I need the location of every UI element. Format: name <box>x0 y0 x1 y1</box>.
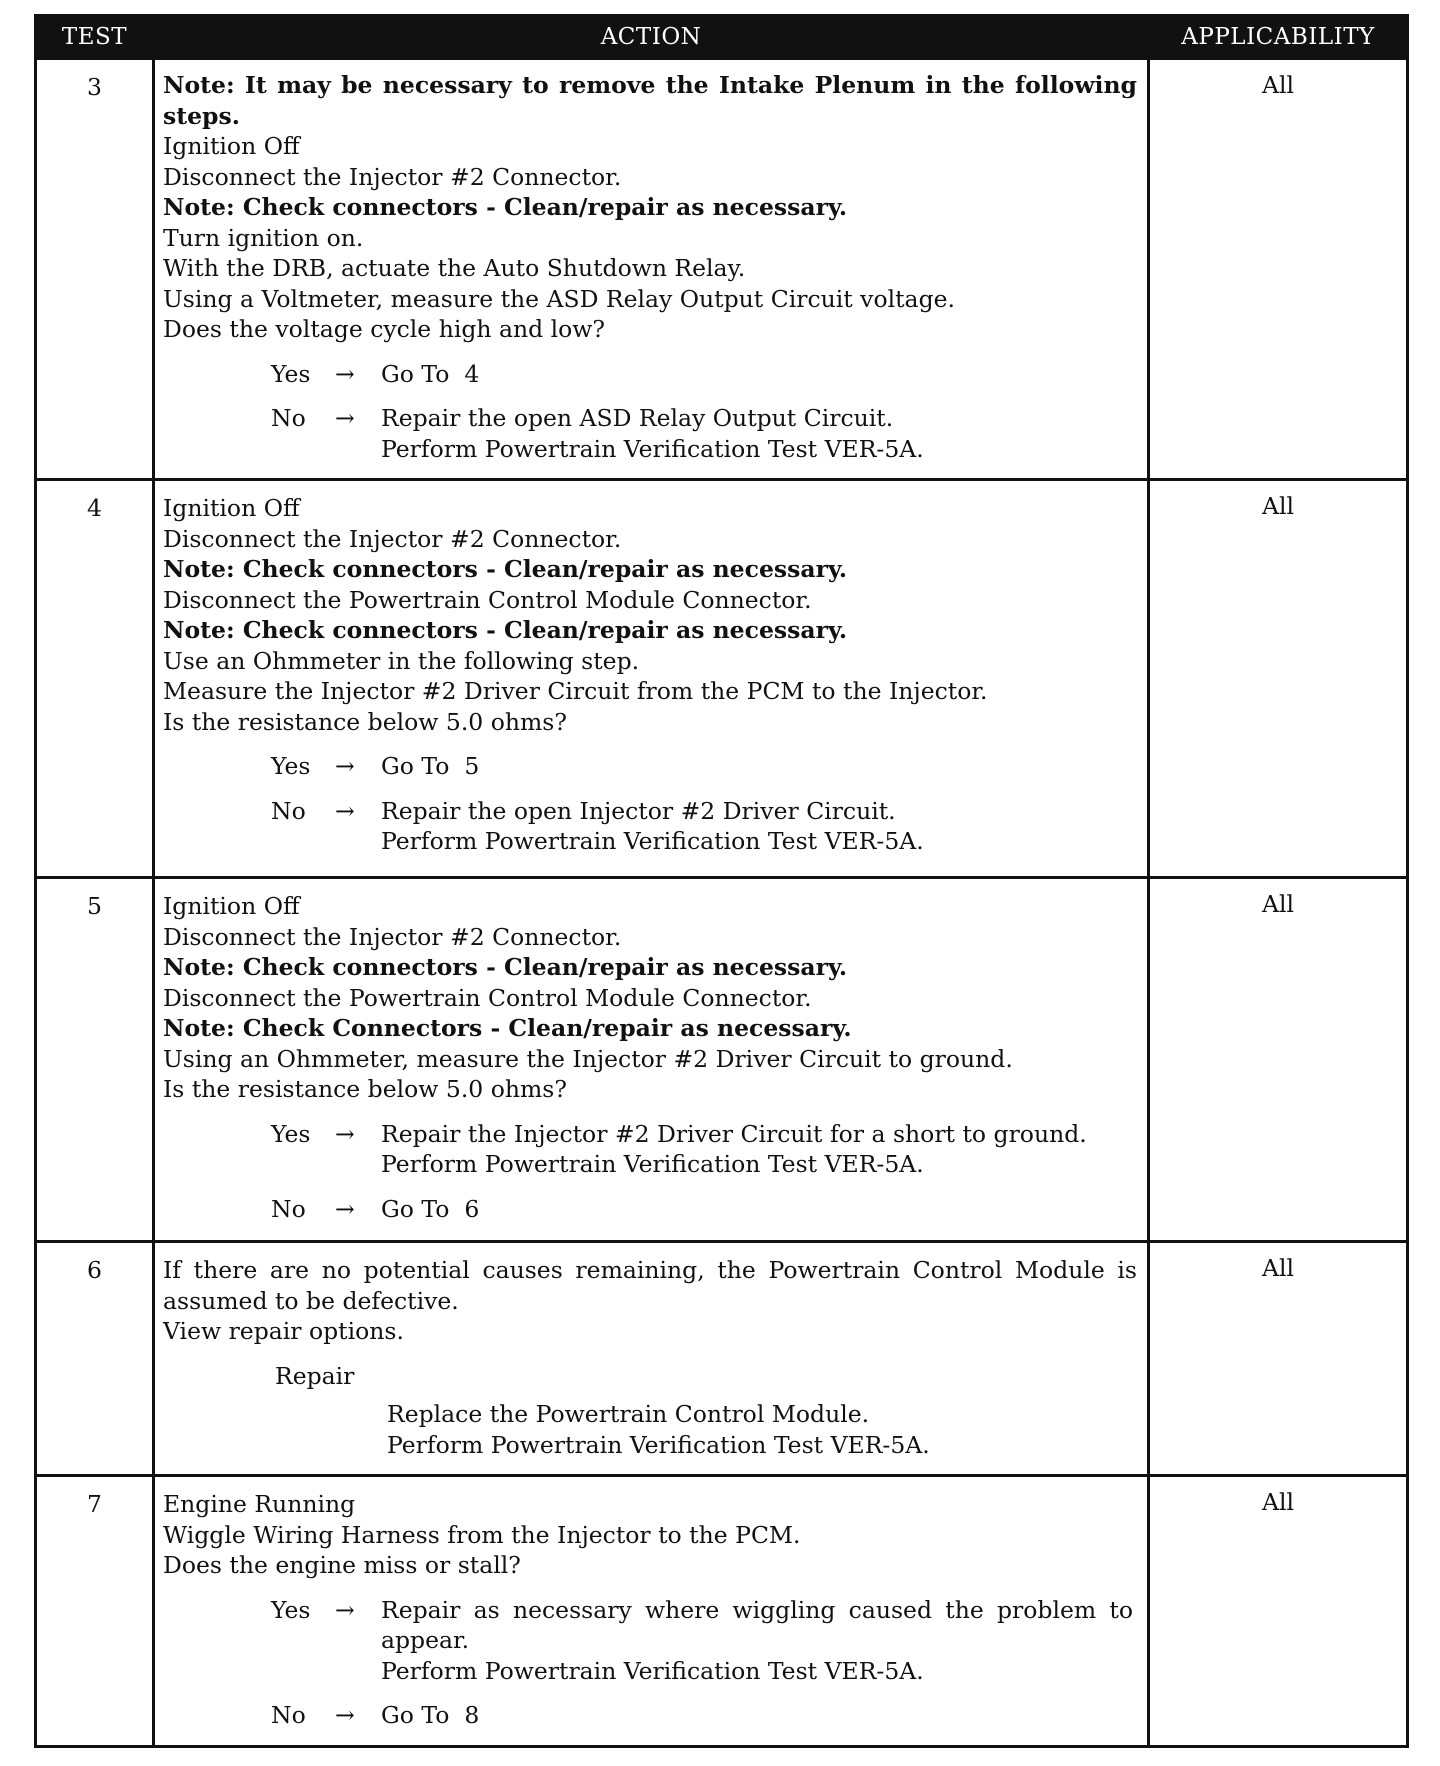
arrow-icon: → <box>335 796 355 825</box>
action-line: Engine Running <box>163 1490 356 1518</box>
action-line: Ignition Off <box>163 892 300 920</box>
test-number: 7 <box>36 1476 154 1747</box>
no-result: Perform Powertrain Verification Test VER-5A. <box>381 434 924 463</box>
yes-result: Go To 5 <box>381 752 480 780</box>
no-label: No <box>271 404 306 432</box>
yes-label: Yes <box>271 752 311 780</box>
applicability-cell: All <box>1149 59 1408 480</box>
action-line: View repair options. <box>163 1317 404 1345</box>
yes-result: Repair as necessary where wiggling caused the problem to appear. <box>381 1595 1133 1654</box>
action-cell <box>154 878 1149 1242</box>
repair-body <box>387 1399 1137 1460</box>
action-cell <box>154 59 1149 480</box>
action-line: Use an Ohmmeter in the following step. <box>163 646 640 675</box>
header-test: TEST <box>36 16 154 59</box>
yes-label: Yes <box>271 359 311 388</box>
arrow-icon: → <box>335 1119 355 1148</box>
yes-result: Perform Powertrain Verification Test VER-5A. <box>381 1150 924 1178</box>
action-question: Does the engine miss or stall? <box>163 1551 521 1579</box>
no-option <box>271 1194 1137 1225</box>
action-line: With the DRB, actuate the Auto Shutdown Relay. <box>163 254 746 282</box>
action-question: Is the resistance below 5.0 ohms? <box>163 1075 567 1103</box>
yes-option <box>271 359 1137 390</box>
repair-line: Replace the Powertrain Control Module. <box>387 1400 870 1428</box>
table-row <box>36 59 1408 480</box>
action-paragraph: If there are no potential causes remaining, the Powertrain Control Module is assumed to be defective. <box>163 1256 1137 1315</box>
action-cell <box>154 1242 1149 1476</box>
diagnostic-page <box>34 14 1406 1748</box>
no-label: No <box>271 796 306 825</box>
action-question: Is the resistance below 5.0 ohms? <box>163 707 567 736</box>
test-number: 5 <box>36 878 154 1242</box>
yes-option <box>271 1119 1137 1180</box>
test-number: 4 <box>36 480 154 878</box>
action-line: Disconnect the Injector #2 Connector. <box>163 162 622 191</box>
action-line: Disconnect the Injector #2 Connector. <box>163 922 622 951</box>
applicability-cell: All <box>1149 878 1408 1242</box>
yes-label: Yes <box>271 1119 311 1148</box>
no-label: No <box>271 1194 306 1223</box>
action-line: Using an Ohmmeter, measure the Injector #2 Driver Circuit to ground. <box>163 1044 1013 1073</box>
table-row <box>36 480 1408 878</box>
action-note: Note: Check connectors - Clean/repair as necessary. <box>163 616 848 644</box>
action-line: Disconnect the Powertrain Control Module Connector. <box>163 585 812 614</box>
action-cell <box>154 480 1149 878</box>
arrow-icon: → <box>335 752 355 780</box>
action-note: Note: Check connectors - Clean/repair as necessary. <box>163 953 848 981</box>
no-option <box>271 1700 1137 1731</box>
arrow-icon: → <box>335 404 355 432</box>
arrow-icon: → <box>335 359 355 388</box>
table-row <box>36 878 1408 1242</box>
note-lead: Note: It may be necessary to remove the Intake Plenum in the following steps. <box>163 71 1137 130</box>
no-result: Go To 8 <box>381 1701 480 1729</box>
no-result: Perform Powertrain Verification Test VER-5A. <box>381 827 924 855</box>
action-line: Using a Voltmeter, measure the ASD Relay Output Circuit voltage. <box>163 284 955 313</box>
table-row <box>36 1476 1408 1747</box>
no-option <box>271 403 1137 464</box>
no-result: Repair the open ASD Relay Output Circuit. <box>381 404 894 432</box>
action-line: Measure the Injector #2 Driver Circuit from the PCM to the Injector. <box>163 677 988 705</box>
no-result: Go To 6 <box>381 1194 480 1223</box>
action-note: Note: Check connectors - Clean/repair as necessary. <box>163 555 848 583</box>
action-line: Turn ignition on. <box>163 223 364 252</box>
arrow-icon: → <box>335 1595 355 1624</box>
repair-line: Perform Powertrain Verification Test VER-5A. <box>387 1430 930 1459</box>
yes-result: Repair the Injector #2 Driver Circuit for a short to ground. <box>381 1119 1087 1148</box>
arrow-icon: → <box>335 1701 355 1729</box>
action-line: Disconnect the Injector #2 Connector. <box>163 524 622 553</box>
applicability-cell: All <box>1149 1242 1408 1476</box>
table-header-row <box>36 16 1408 59</box>
diagnostic-table <box>34 14 1409 1748</box>
table-row <box>36 1242 1408 1476</box>
action-question: Does the voltage cycle high and low? <box>163 315 606 343</box>
action-line: Wiggle Wiring Harness from the Injector to the PCM. <box>163 1520 801 1549</box>
yes-result: Go To 4 <box>381 359 480 388</box>
action-cell <box>154 1476 1149 1747</box>
repair-label: Repair <box>275 1361 355 1390</box>
no-label: No <box>271 1701 306 1729</box>
yes-label: Yes <box>271 1595 311 1624</box>
arrow-icon: → <box>335 1194 355 1223</box>
action-line: Ignition Off <box>163 494 300 522</box>
yes-option <box>271 751 1137 782</box>
yes-option <box>271 1595 1137 1687</box>
applicability-cell: All <box>1149 480 1408 878</box>
no-result: Repair the open Injector #2 Driver Circuit. <box>381 796 896 825</box>
test-number: 6 <box>36 1242 154 1476</box>
no-option <box>271 796 1137 857</box>
action-note: Note: Check connectors - Clean/repair as necessary. <box>163 193 848 221</box>
header-action: ACTION <box>154 16 1149 59</box>
action-line: Ignition Off <box>163 132 300 160</box>
header-applicability: APPLICABILITY <box>1149 16 1408 59</box>
yes-result: Perform Powertrain Verification Test VER-5A. <box>381 1656 924 1685</box>
action-line: Disconnect the Powertrain Control Module Connector. <box>163 983 812 1012</box>
action-note: Note: Check Connectors - Clean/repair as necessary. <box>163 1014 852 1042</box>
test-number: 3 <box>36 59 154 480</box>
applicability-cell: All <box>1149 1476 1408 1747</box>
